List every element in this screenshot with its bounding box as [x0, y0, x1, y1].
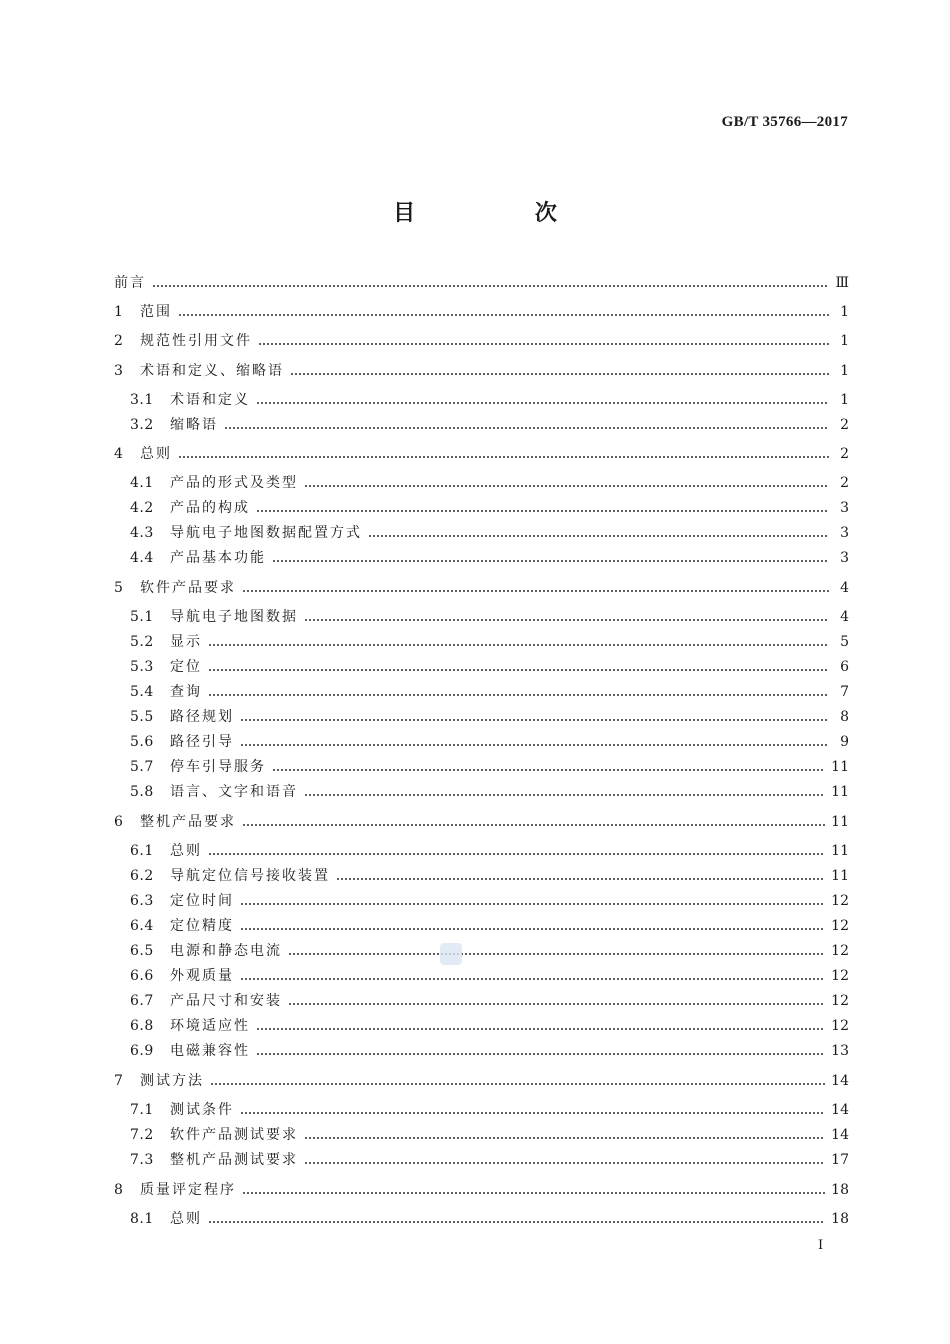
- toc-entry-title: 路径引导: [170, 734, 234, 750]
- toc-entry-number: 3.1: [130, 392, 154, 408]
- toc-entry-page: 9: [840, 734, 849, 750]
- dot-leader: [304, 1137, 825, 1139]
- toc-entry-title: 导航定位信号接收装置: [170, 868, 330, 884]
- toc-entry[interactable]: [114, 731, 849, 753]
- dot-leader: [240, 744, 829, 746]
- dot-leader: [224, 427, 829, 429]
- dot-leader: [258, 343, 829, 345]
- toc-entry-page: 3: [840, 500, 849, 516]
- toc-entry-title: 总则: [170, 1211, 202, 1227]
- toc-entry-number: 7.3: [130, 1152, 154, 1168]
- dot-leader: [208, 694, 829, 696]
- dot-leader: [240, 903, 825, 905]
- toc-entry-title: 整机产品要求: [140, 814, 236, 830]
- toc-entry[interactable]: [114, 272, 849, 294]
- toc-entry-title: 整机产品测试要求: [170, 1152, 298, 1168]
- toc-entry-page: 2: [840, 446, 849, 462]
- toc-entry[interactable]: [114, 915, 849, 937]
- toc-entry[interactable]: [114, 443, 849, 465]
- toc-entry[interactable]: [114, 472, 849, 494]
- toc-entry-page: 2: [840, 475, 849, 491]
- toc-entry-page: 2: [840, 417, 849, 433]
- toc-entry-page: 18: [831, 1182, 849, 1198]
- dot-leader: [288, 1003, 825, 1005]
- toc-entry[interactable]: [114, 681, 849, 703]
- toc-entry[interactable]: [114, 781, 849, 803]
- toc-entry-title: 软件产品要求: [140, 580, 236, 596]
- toc-entry-number: 6.9: [130, 1043, 154, 1059]
- toc-entry-title: 查询: [170, 684, 202, 700]
- toc-entry-title: 电源和静态电流: [170, 943, 282, 959]
- toc-entry-number: 4: [114, 446, 124, 462]
- dot-leader: [210, 1083, 825, 1085]
- toc-entry-number: 4.1: [130, 475, 154, 491]
- dot-leader: [304, 619, 829, 621]
- toc-entry-number: 8.1: [130, 1211, 154, 1227]
- dot-leader: [304, 794, 825, 796]
- toc-entry-page: Ⅲ: [835, 275, 849, 291]
- toc-entry-page: 12: [831, 893, 849, 909]
- toc-entry[interactable]: [114, 1179, 849, 1201]
- dot-leader: [256, 402, 829, 404]
- toc-entry-title: 电磁兼容性: [170, 1043, 250, 1059]
- toc-entry-page: 12: [831, 943, 849, 959]
- toc-entry-number: 7: [114, 1073, 124, 1089]
- toc-entry-title: 质量评定程序: [140, 1182, 236, 1198]
- toc-entry-page: 4: [840, 609, 849, 625]
- toc-entry-number: 6.4: [130, 918, 154, 934]
- dot-leader: [368, 535, 829, 537]
- toc-entry-page: 11: [831, 868, 849, 884]
- toc-entry-page: 11: [831, 759, 849, 775]
- dot-leader: [304, 485, 829, 487]
- toc-entry-page: 12: [831, 968, 849, 984]
- toc-entry-title: 范围: [140, 304, 172, 320]
- toc-entry-page: 11: [831, 784, 849, 800]
- toc-entry-page: 1: [840, 392, 849, 408]
- dot-leader: [208, 1221, 825, 1223]
- toc-entry-title: 停车引导服务: [170, 759, 266, 775]
- dot-leader: [256, 510, 829, 512]
- toc-entry-number: 2: [114, 333, 124, 349]
- toc-entry-title: 显示: [170, 634, 202, 650]
- toc-entry-title: 术语和定义: [170, 392, 250, 408]
- toc-entry[interactable]: [114, 522, 849, 544]
- toc-entry-title: 定位时间: [170, 893, 234, 909]
- toc-entry-page: 17: [831, 1152, 849, 1168]
- toc-entry-title: 规范性引用文件: [140, 333, 252, 349]
- toc-entry[interactable]: [114, 756, 849, 778]
- dot-leader: [208, 669, 829, 671]
- toc-entry-number: 6.7: [130, 993, 154, 1009]
- dot-leader: [256, 1053, 825, 1055]
- toc-entry-page: 6: [840, 659, 849, 675]
- dot-leader: [256, 1028, 825, 1030]
- toc-entry-title: 缩略语: [170, 417, 218, 433]
- toc-entry-title: 环境适应性: [170, 1018, 250, 1034]
- toc-entry[interactable]: [114, 865, 849, 887]
- standard-code: GB/T 35766—2017: [721, 114, 848, 130]
- toc-entry-page: 11: [831, 843, 849, 859]
- page-number: Ⅰ: [818, 1237, 824, 1252]
- toc-entry[interactable]: [114, 1149, 849, 1171]
- dot-leader: [242, 1192, 825, 1194]
- toc-entry-title: 测试条件: [170, 1102, 234, 1118]
- toc-entry-number: 5: [114, 580, 124, 596]
- toc-entry-number: 8: [114, 1182, 124, 1198]
- toc-entry[interactable]: [114, 811, 849, 833]
- dot-leader: [240, 1112, 825, 1114]
- toc-entry-page: 18: [831, 1211, 849, 1227]
- toc-entry-title: 产品尺寸和安装: [170, 993, 282, 1009]
- dot-leader: [242, 824, 825, 826]
- toc-entry[interactable]: [114, 965, 849, 987]
- toc-entry-page: 14: [831, 1127, 849, 1143]
- toc-entry-page: 1: [840, 333, 849, 349]
- toc-entry-title: 产品基本功能: [170, 550, 266, 566]
- toc-entry[interactable]: [114, 606, 849, 628]
- toc-entry-number: 6.8: [130, 1018, 154, 1034]
- toc-entry[interactable]: [114, 1124, 849, 1146]
- toc-entry[interactable]: [114, 1015, 849, 1037]
- toc-entry[interactable]: [114, 656, 849, 678]
- toc-entry-number: 5.6: [130, 734, 154, 750]
- dot-leader: [240, 928, 825, 930]
- toc-entry[interactable]: [114, 706, 849, 728]
- dot-leader: [178, 314, 829, 316]
- toc-entry-number: 5.4: [130, 684, 154, 700]
- toc-entry[interactable]: [114, 389, 849, 411]
- toc-entry-page: 13: [831, 1043, 849, 1059]
- toc-entry-number: 4.4: [130, 550, 154, 566]
- toc-entry[interactable]: [114, 301, 849, 323]
- dot-leader: [290, 373, 829, 375]
- toc-entry-page: 5: [840, 634, 849, 650]
- dot-leader: [336, 878, 825, 880]
- toc-entry-page: 4: [840, 580, 849, 596]
- toc-entry[interactable]: [114, 840, 849, 862]
- toc-entry-page: 1: [840, 363, 849, 379]
- toc-entry-title: 语言、文字和语音: [170, 784, 298, 800]
- toc-entry-title: 路径规划: [170, 709, 234, 725]
- toc-entry-number: 5.3: [130, 659, 154, 675]
- toc-entry[interactable]: [114, 414, 849, 436]
- toc-entry-number: 5.8: [130, 784, 154, 800]
- toc-entry-number: 3.2: [130, 417, 154, 433]
- toc-entry[interactable]: [114, 497, 849, 519]
- toc-entry-number: 7.2: [130, 1127, 154, 1143]
- toc-entry-number: 6.5: [130, 943, 154, 959]
- toc-entry-page: 14: [831, 1102, 849, 1118]
- toc-entry-title: 产品的形式及类型: [170, 475, 298, 491]
- toc-entry-page: 12: [831, 918, 849, 934]
- toc-entry-number: 5.7: [130, 759, 154, 775]
- page-title: 目 次: [393, 201, 613, 226]
- toc-entry[interactable]: [114, 631, 849, 653]
- watermark-icon: [440, 943, 462, 965]
- toc-entry[interactable]: [114, 1208, 849, 1230]
- toc-entry-page: 12: [831, 1018, 849, 1034]
- dot-leader: [178, 456, 829, 458]
- toc-entry-title: 测试方法: [140, 1073, 204, 1089]
- toc-entry-page: 12: [831, 993, 849, 1009]
- toc-entry-title: 导航电子地图数据: [170, 609, 298, 625]
- toc-entry-title: 软件产品测试要求: [170, 1127, 298, 1143]
- dot-leader: [240, 719, 829, 721]
- toc-entry-title: 产品的构成: [170, 500, 250, 516]
- dot-leader: [208, 853, 825, 855]
- toc-entry[interactable]: [114, 360, 849, 382]
- toc-entry[interactable]: [114, 990, 849, 1012]
- dot-leader: [304, 1162, 825, 1164]
- toc-entry-title: 定位精度: [170, 918, 234, 934]
- toc-entry-number: 1: [114, 304, 124, 320]
- toc-entry-title: 外观质量: [170, 968, 234, 984]
- toc-entry-page: 7: [840, 684, 849, 700]
- toc-entry-title: 术语和定义、缩略语: [140, 363, 284, 379]
- toc-entry[interactable]: [114, 330, 849, 352]
- toc-entry-number: 5.2: [130, 634, 154, 650]
- toc-entry-number: 5.5: [130, 709, 154, 725]
- toc-entry-title: 前言: [114, 275, 146, 291]
- toc-entry-title: 总则: [170, 843, 202, 859]
- dot-leader: [152, 285, 829, 287]
- toc-entry-number: 6.2: [130, 868, 154, 884]
- toc-entry[interactable]: [114, 890, 849, 912]
- toc-entry-number: 6.3: [130, 893, 154, 909]
- toc-entry[interactable]: [114, 547, 849, 569]
- dot-leader: [240, 978, 825, 980]
- dot-leader: [272, 769, 825, 771]
- toc-entry-page: 11: [831, 814, 849, 830]
- toc-entry-number: 6.6: [130, 968, 154, 984]
- toc-entry[interactable]: [114, 1099, 849, 1121]
- toc-entry-title: 总则: [140, 446, 172, 462]
- toc-entry[interactable]: [114, 1040, 849, 1062]
- toc-entry[interactable]: [114, 940, 849, 962]
- dot-leader: [242, 590, 829, 592]
- toc-entry-number: 6.1: [130, 843, 154, 859]
- toc-entry-number: 3: [114, 363, 124, 379]
- toc-entry-title: 导航电子地图数据配置方式: [170, 525, 362, 541]
- dot-leader: [288, 953, 825, 955]
- toc-entry-page: 3: [840, 525, 849, 541]
- toc-entry-page: 3: [840, 550, 849, 566]
- toc-entry[interactable]: [114, 1070, 849, 1092]
- toc-entry-title: 定位: [170, 659, 202, 675]
- toc-entry-number: 4.2: [130, 500, 154, 516]
- toc-entry-number: 4.3: [130, 525, 154, 541]
- toc-entry-number: 5.1: [130, 609, 154, 625]
- toc-entry-page: 14: [831, 1073, 849, 1089]
- toc-entry[interactable]: [114, 577, 849, 599]
- dot-leader: [208, 644, 829, 646]
- toc-entry-page: 1: [840, 304, 849, 320]
- toc-entry-number: 6: [114, 814, 124, 830]
- toc-entry-number: 7.1: [130, 1102, 154, 1118]
- dot-leader: [272, 560, 829, 562]
- toc-entry-page: 8: [840, 709, 849, 725]
